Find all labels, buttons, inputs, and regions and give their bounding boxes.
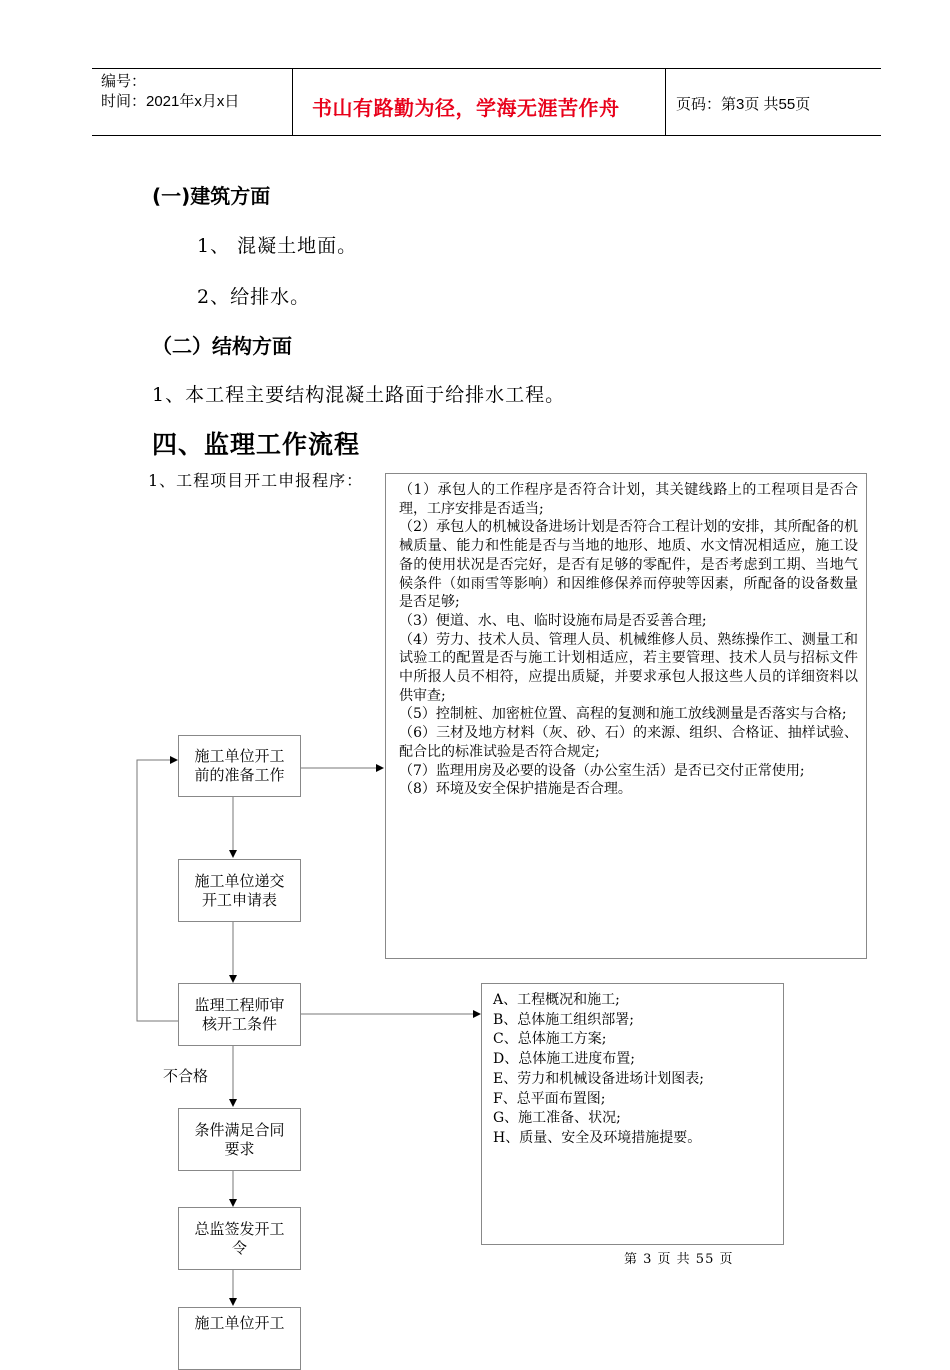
document-item: B、总体施工组织部署; xyxy=(493,1011,635,1028)
section-2-item-1: 1、本工程主要结构混凝土路面于给排水工程。 xyxy=(152,384,566,406)
criteria-item: （2）承包人的机械设备进场计划是否符合工程计划的安排，其所配备的机械质量、能力和性能是否与当地的地形、地质、水文情况相适应，施工设备的使用状况是否完好，是否有足够的零配件，是否考虑到工期、当地气候条件（如雨雪等影响）和因维修保养而停驶等因素，所配备的设备数量是否足够; xyxy=(399,519,858,611)
flow-box-preparation xyxy=(178,735,301,797)
section-1-item-2: 2、给排水。 xyxy=(197,286,311,308)
section-4-title: 四、监理工作流程 xyxy=(152,430,361,459)
section-1-item-1: 1、 混凝土地面。 xyxy=(197,235,358,257)
document-item: D、总体施工进度布置; xyxy=(493,1051,635,1068)
flow-box-application-text: 施工单位递交开工申请表 xyxy=(194,871,285,909)
flow-box-construction-start xyxy=(178,1307,301,1370)
criteria-item: （6）三材及地方材料（灰、砂、石）的来源、组织、合格证、抽样试验、配合比的标准试验是否符合规定; xyxy=(399,725,858,760)
header-top-rule xyxy=(92,68,881,69)
document-item: F、总平面布置图; xyxy=(493,1090,606,1107)
flow-box-start-order-text: 总监签发开工令 xyxy=(194,1219,285,1257)
flow-box-start-order xyxy=(178,1207,301,1270)
header-divider-1 xyxy=(292,69,293,136)
document-item: H、质量、安全及环境措施提要。 xyxy=(493,1129,702,1146)
document-item: E、劳力和机械设备进场计划图表; xyxy=(493,1070,704,1087)
flow-box-application xyxy=(178,859,301,922)
header-bottom-rule xyxy=(92,135,881,136)
flow-box-construction-start-text: 施工单位开工 xyxy=(194,1314,285,1332)
header-motto: 书山有路勤为径，学海无涯苦作舟 xyxy=(312,96,620,120)
criteria-item: （4）劳力、技术人员、管理人员、机械维修人员、熟练操作工、测量工和试验工的配置是否与施工计划相适应，若主要管理、技术人员与招标文件中所报人员不相符，应提出质疑，并要求承包人报这些人员的详细资料以供审查; xyxy=(399,631,858,704)
flow-box-preparation-text: 施工单位开工前的准备工作 xyxy=(194,747,285,784)
review-criteria-box xyxy=(385,473,867,959)
header-page-label: 页码：第3页 共55页 xyxy=(676,96,811,113)
criteria-item: （5）控制桩、加密桩位置、高程的复测和施工放线测量是否落实与合格; xyxy=(399,706,847,723)
flow-box-review-text: 监理工程师审核开工条件 xyxy=(194,995,285,1033)
header-time-label: 时间：2021年x月x日 xyxy=(101,93,240,110)
section-2-title: （二）结构方面 xyxy=(152,334,292,358)
document-item: C、总体施工方案; xyxy=(493,1031,607,1048)
flow-box-conditions-met xyxy=(178,1108,301,1171)
document-item: G、施工准备、状况; xyxy=(493,1110,621,1127)
section-1-title: (一)建筑方面 xyxy=(152,184,271,208)
required-documents-box xyxy=(481,983,784,1245)
page-footer: 第 3 页 共 55 页 xyxy=(624,1252,734,1267)
document-item: A、工程概况和施工; xyxy=(493,992,620,1008)
section-4-subtitle: 1、工程项目开工申报程序： xyxy=(148,471,364,490)
flow-fail-label: 不合格 xyxy=(163,1067,209,1085)
criteria-item: （3）便道、水、电、临时设施布局是否妥善合理; xyxy=(399,612,707,629)
criteria-item: （1）承包人的工作程序是否符合计划，其关键线路上的工程项目是否合理，工序安排是否适当; xyxy=(399,482,858,517)
header-divider-2 xyxy=(665,69,666,136)
flow-box-conditions-met-text: 条件满足合同要求 xyxy=(194,1120,285,1158)
header-code-label: 编号： xyxy=(101,73,147,90)
criteria-item: （7）监理用房及必要的设备（办公室生活）是否已交付正常使用; xyxy=(399,762,805,779)
feedback-loop-arrow xyxy=(137,760,178,1021)
criteria-item: （8）环境及安全保护措施是否合理。 xyxy=(399,781,632,798)
flow-box-review xyxy=(178,983,301,1046)
